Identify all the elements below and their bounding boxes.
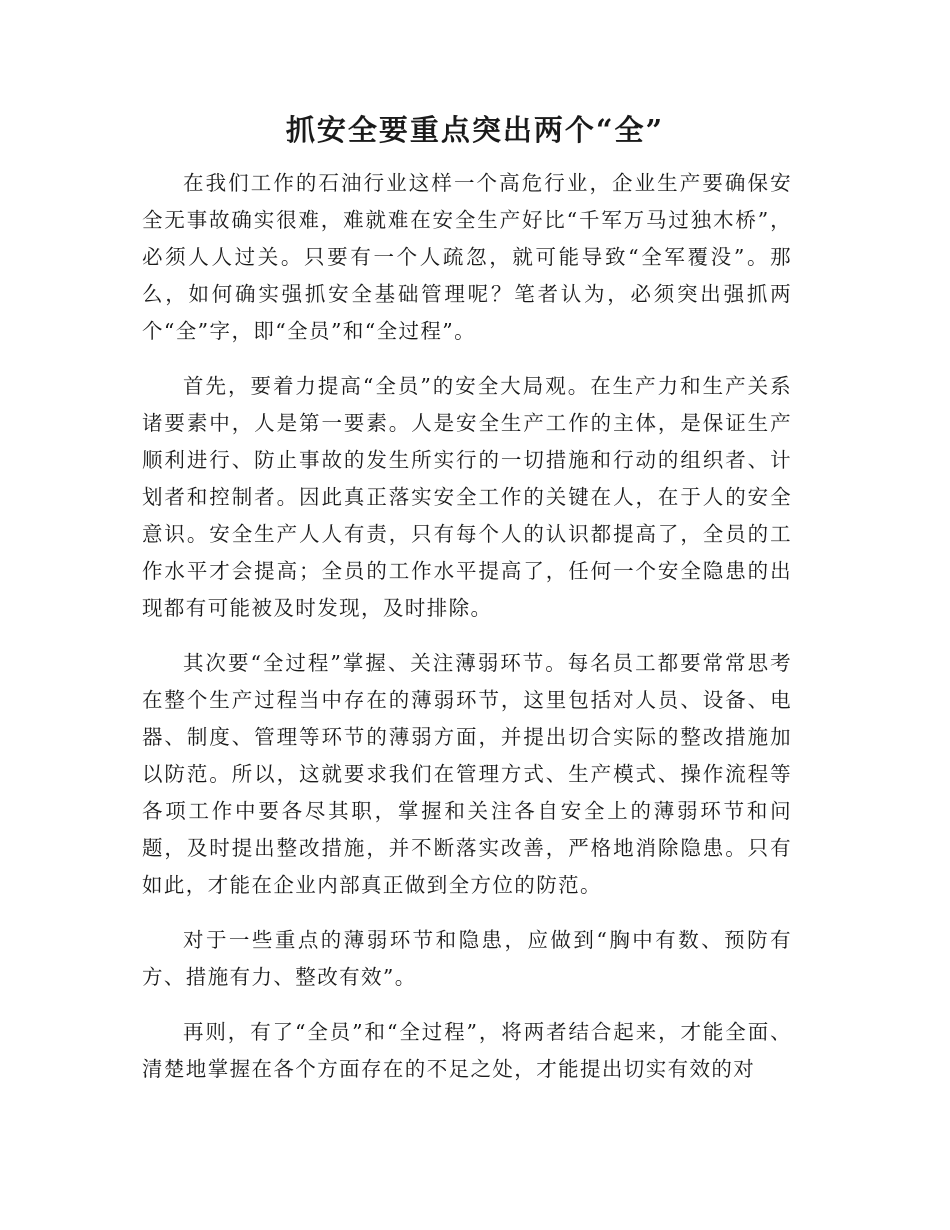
paragraph-4: 对于一些重点的薄弱环节和隐患，应做到“胸中有数、预防有方、措施有力、整改有效”。 xyxy=(142,928,792,989)
document-body xyxy=(142,165,792,1106)
paragraph-5: 再则，有了“全员”和“全过程”，将两者结合起来，才能全面、清楚地掌握在各个方面存在的不足之处，才能提出切实有效的对 xyxy=(142,1020,792,1081)
document-title: 抓安全要重点突出两个“全” xyxy=(285,113,665,147)
paragraph-2: 首先，要着力提高“全员”的安全大局观。在生产力和生产关系诸要素中，人是第一要素。人是安全生产工作的主体，是保证生产顺利进行、防止事故的发生所实行的一切措施和行动的组织者、计划者和控制者。因此真正落实安全工作的关键在人，在于人的安全意识。安全生产人人有责，只有每个人的认识都提高了，全员的工作水平才会提高；全员的工作水平提高了，任何一个安全隐患的出现都有可能被及时发现，及时排除。 xyxy=(142,374,792,620)
paragraph-3: 其次要“全过程”掌握、关注薄弱环节。每名员工都要常常思考在整个生产过程当中存在的薄弱环节，这里包括对人员、设备、电器、制度、管理等环节的薄弱方面，并提出切合实际的整改措施加以防范。所以，这就要求我们在管理方式、生产模式、操作流程等各项工作中要各尽其职，掌握和关注各自安全上的薄弱环节和问题，及时提出整改措施，并不断落实改善，严格地消除隐患。只有如此，才能在企业内部真正做到全方位的防范。 xyxy=(142,651,792,897)
paragraph-1: 在我们工作的石油行业这样一个高危行业，企业生产要确保安全无事故确实很难，难就难在安全生产好比“千军万马过独木桥”，必须人人过关。只要有一个人疏忽，就可能导致“全军覆没”。那么，如何确实强抓安全基础管理呢？笔者认为，必须突出强抓两个“全”字，即“全员”和“全过程”。 xyxy=(142,171,792,343)
